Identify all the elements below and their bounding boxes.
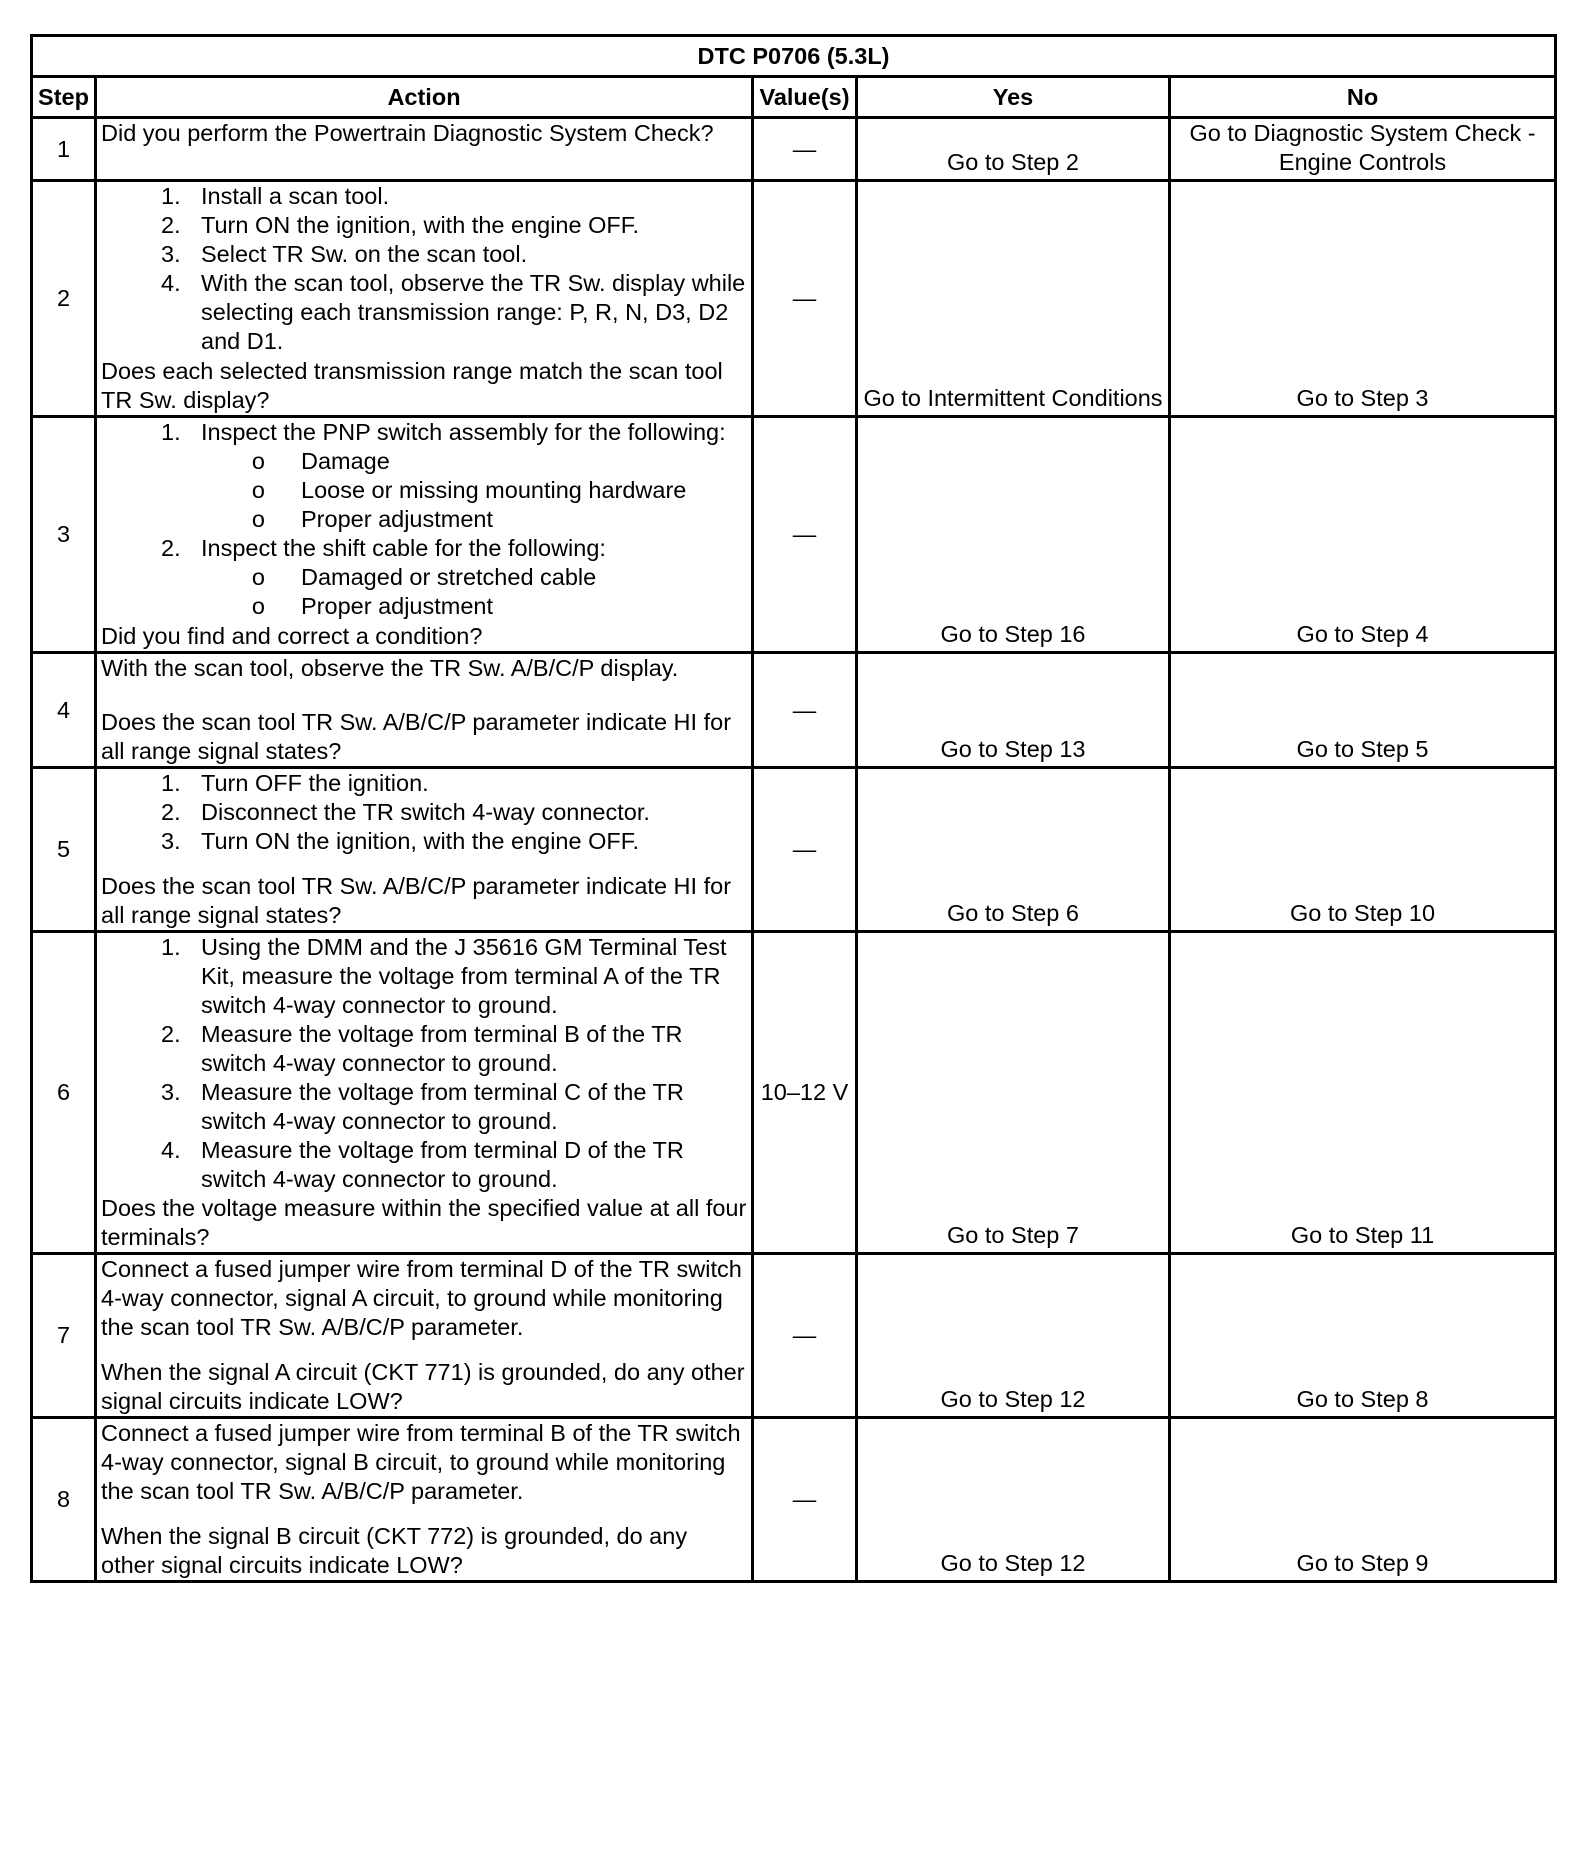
action-substep [201,592,747,621]
action-cell [96,768,753,932]
step-number: 1 [32,118,96,181]
action-content [101,418,747,651]
action-steps-list [101,933,747,1194]
action-question: Does each selected transmission range match the scan tool TR Sw. display? [101,358,723,413]
action-content [101,769,747,930]
action-intro: Connect a fused jumper wire from terminal D of the TR switch 4-way connector, signal A circuit, to ground while monitoring the scan tool TR Sw. A/B/C/P parameter. [101,1256,742,1340]
table-row [32,181,1556,417]
action-step-text [201,534,747,621]
action-step-text [201,1020,747,1078]
action-substeps [201,563,747,621]
action-cell [96,118,753,181]
action-substep-text: Proper adjustment [301,593,494,619]
action-intro: With the scan tool, observe the TR Sw. A/B/C/P display. [101,655,679,681]
action-step-number: 1. [161,934,181,960]
action-step-number: 3. [161,1079,181,1105]
bullet-marker: o [251,477,265,503]
action-instructions [101,1255,747,1342]
action-step-number: 3. [161,828,181,854]
action-step-number: 4. [161,270,181,296]
action-step-label: With the scan tool, observe the TR Sw. display while selecting each transmission range: P, R, N, D3, D2 and D1. [201,270,746,354]
action-step [101,1020,747,1078]
action-step-text [201,798,747,827]
action-instructions [101,182,747,356]
action-question: Does the scan tool TR Sw. A/B/C/P parameter indicate HI for all range signal states? [101,709,732,764]
action-content [101,182,747,415]
action-step [101,182,747,211]
action-instructions [101,418,747,621]
action-step-label: Inspect the PNP switch assembly for the following: [201,419,726,445]
yes-outcome: Go to Step 16 [857,417,1170,653]
action-substep-text: Loose or missing mounting hardware [301,477,687,503]
action-step [101,1078,747,1136]
value-cell: — [753,768,857,932]
no-outcome: Go to Step 3 [1170,181,1556,417]
action-cell [96,1418,753,1582]
action-step-label: Turn ON the ignition, with the engine OFF. [201,212,640,238]
yes-outcome: Go to Step 12 [857,1254,1170,1418]
action-instructions [101,1419,747,1506]
no-outcome: Go to Step 11 [1170,932,1556,1254]
action-step-text [201,933,747,1020]
no-outcome: Go to Step 10 [1170,768,1556,932]
action-step-number: 2. [161,212,181,238]
action-cell [96,1254,753,1418]
yes-outcome: Go to Step 2 [857,118,1170,181]
yes-outcome: Go to Step 13 [857,653,1170,768]
header-yes: Yes [857,77,1170,118]
action-step-label: Using the DMM and the J 35616 GM Terminal Test Kit, measure the voltage from terminal A of the TR switch 4-way connector to ground. [201,934,727,1018]
value-cell: — [753,1254,857,1418]
action-step-label: Measure the voltage from terminal D of the TR switch 4-way connector to ground. [201,1137,684,1192]
bullet-marker: o [251,506,265,532]
action-substep [201,563,747,592]
action-steps-list [101,182,747,356]
diagnostic-table-document [30,34,1554,1583]
action-step-text [201,211,747,240]
no-outcome: Go to Step 8 [1170,1254,1556,1418]
action-step [101,269,747,356]
action-step-number: 2. [161,1021,181,1047]
action-question: Does the scan tool TR Sw. A/B/C/P parameter indicate HI for all range signal states? [101,873,732,928]
action-substep [201,505,747,534]
action-step-number: 1. [161,770,181,796]
action-step-number: 1. [161,419,181,445]
action-steps-list [101,418,747,621]
value-cell: — [753,181,857,417]
no-outcome: Go to Step 9 [1170,1418,1556,1582]
action-cell [96,653,753,768]
action-substep [201,476,747,505]
value-cell: 10–12 V [753,932,857,1254]
action-step-text [201,1136,747,1194]
table-row [32,1254,1556,1418]
action-steps-list [101,769,747,856]
action-intro: Connect a fused jumper wire from terminal B of the TR switch 4-way connector, signal B circuit, to ground while monitoring the scan tool TR Sw. A/B/C/P parameter. [101,1420,741,1504]
value-cell: — [753,1418,857,1582]
table-row [32,1418,1556,1582]
header-step: Step [32,77,96,118]
action-step [101,1136,747,1194]
bullet-marker: o [251,564,265,590]
action-step-number: 4. [161,1137,181,1163]
action-question: Does the voltage measure within the specified value at all four terminals? [101,1195,747,1250]
action-step-label: Turn OFF the ignition. [201,770,429,796]
action-instructions [101,119,747,148]
action-question: Did you find and correct a condition? [101,623,483,649]
action-step [101,827,747,856]
action-cell [96,932,753,1254]
action-step-number: 2. [161,535,181,561]
table-row [32,768,1556,932]
action-substep-text: Damaged or stretched cable [301,564,597,590]
step-number: 4 [32,653,96,768]
yes-outcome: Go to Step 7 [857,932,1170,1254]
header-action: Action [96,77,753,118]
action-step [101,418,747,534]
yes-outcome: Go to Intermittent Conditions [857,181,1170,417]
yes-outcome: Go to Step 12 [857,1418,1170,1582]
action-step-label: Disconnect the TR switch 4-way connector. [201,799,650,825]
action-question: When the signal B circuit (CKT 772) is grounded, do any other signal circuits indicate LOW? [101,1523,688,1578]
action-substeps [201,447,747,534]
header-value: Value(s) [753,77,857,118]
action-content [101,654,747,766]
action-content [101,933,747,1252]
action-cell [96,417,753,653]
action-content [101,1419,747,1580]
action-step-text [201,182,747,211]
action-step-text [201,769,747,798]
action-instructions [101,654,747,683]
value-cell: — [753,417,857,653]
table-row [32,932,1556,1254]
action-instructions [101,769,747,856]
step-number: 7 [32,1254,96,1418]
action-step [101,534,747,621]
action-step [101,933,747,1020]
no-outcome: Go to Step 4 [1170,417,1556,653]
step-number: 5 [32,768,96,932]
action-step-label: Inspect the shift cable for the following: [201,535,606,561]
action-step [101,798,747,827]
action-instructions [101,933,747,1194]
action-step-text [201,1078,747,1136]
table-row [32,118,1556,181]
action-step-text [201,827,747,856]
action-step-text [201,418,747,534]
step-number: 2 [32,181,96,417]
action-substep [201,447,747,476]
action-step-label: Select TR Sw. on the scan tool. [201,241,528,267]
value-cell: — [753,653,857,768]
bullet-marker: o [251,593,265,619]
action-step-label: Turn ON the ignition, with the engine OFF. [201,828,640,854]
action-step-number: 2. [161,799,181,825]
no-outcome: Go to Diagnostic System Check - Engine Controls [1170,118,1556,181]
action-substep-text: Proper adjustment [301,506,494,532]
table-title: DTC P0706 (5.3L) [32,36,1556,77]
action-cell [96,181,753,417]
action-question: When the signal A circuit (CKT 771) is grounded, do any other signal circuits indicate LOW? [101,1359,745,1414]
action-content [101,1255,747,1416]
no-outcome: Go to Step 5 [1170,653,1556,768]
action-step-label: Install a scan tool. [201,183,390,209]
action-step-number: 1. [161,183,181,209]
action-step-text [201,269,747,356]
action-step-label: Measure the voltage from terminal B of the TR switch 4-way connector to ground. [201,1021,683,1076]
action-substep-text: Damage [301,448,390,474]
value-cell: — [753,118,857,181]
dtc-table [30,34,1557,1583]
table-row [32,653,1556,768]
action-content [101,119,747,179]
table-row [32,417,1556,653]
action-step-number: 3. [161,241,181,267]
action-step [101,211,747,240]
step-number: 3 [32,417,96,653]
header-no: No [1170,77,1556,118]
action-step [101,769,747,798]
action-step-label: Measure the voltage from terminal C of the TR switch 4-way connector to ground. [201,1079,684,1134]
bullet-marker: o [251,448,265,474]
step-number: 8 [32,1418,96,1582]
action-intro: Did you perform the Powertrain Diagnostic System Check? [101,120,714,146]
action-step-text [201,240,747,269]
step-number: 6 [32,932,96,1254]
yes-outcome: Go to Step 6 [857,768,1170,932]
action-step [101,240,747,269]
